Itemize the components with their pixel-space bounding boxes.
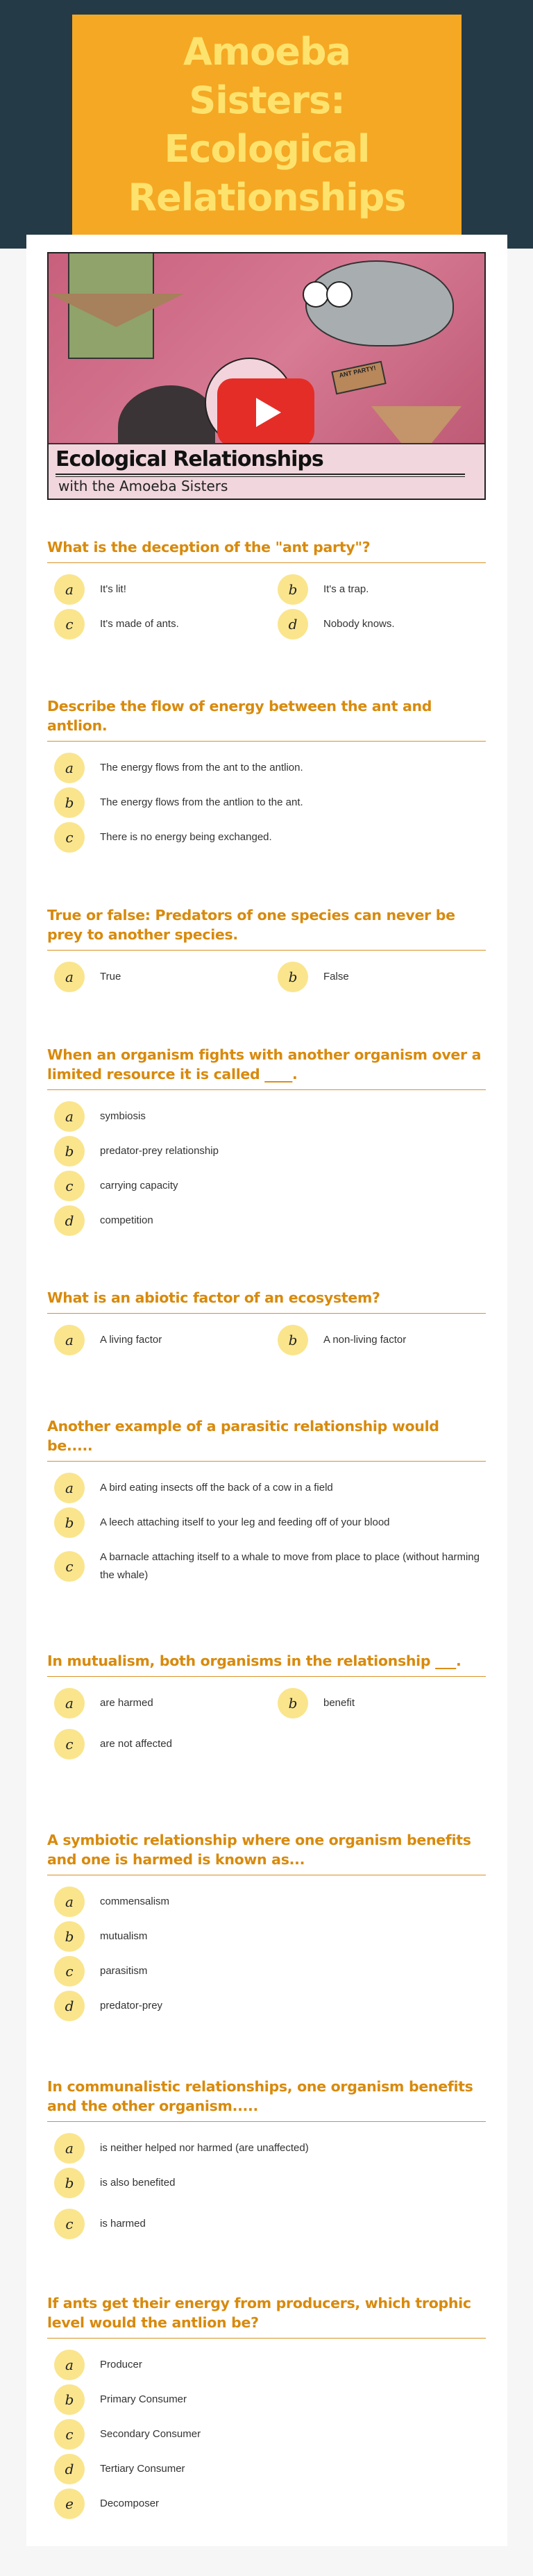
option-text: Producer bbox=[100, 2359, 142, 2370]
option-letter-badge: a bbox=[54, 2350, 85, 2380]
question-block bbox=[47, 1651, 486, 1759]
answer-option-c[interactable] bbox=[47, 1729, 271, 1759]
option-letter-badge: d bbox=[54, 1205, 85, 1236]
option-text: A barnacle attaching itself to a whale to move from place to place (without harming the whale) bbox=[100, 1551, 480, 1581]
option-letter-badge: b bbox=[278, 1688, 308, 1718]
answer-option-b[interactable] bbox=[47, 2384, 486, 2415]
option-letter-badge: b bbox=[278, 574, 308, 605]
question-block bbox=[47, 1830, 486, 2021]
question-title: If ants get their energy from producers, which trophic level would the antlion be? bbox=[47, 2295, 471, 2331]
answer-option-c[interactable] bbox=[47, 609, 271, 639]
question-title: What is the deception of the "ant party"? bbox=[47, 539, 371, 555]
youtube-play-icon[interactable] bbox=[217, 378, 314, 446]
answer-option-b[interactable] bbox=[47, 787, 486, 818]
option-text: It's a trap. bbox=[323, 583, 369, 595]
option-text: A leech attaching itself to your leg and feeding off of your blood bbox=[100, 1516, 390, 1528]
video-thumbnail[interactable] bbox=[47, 252, 486, 500]
answer-options bbox=[47, 2122, 486, 2239]
answer-option-c[interactable] bbox=[47, 1171, 486, 1201]
question-title: What is an abiotic factor of an ecosystem? bbox=[47, 1289, 380, 1306]
answer-options bbox=[47, 742, 486, 853]
answer-option-b[interactable] bbox=[271, 1688, 486, 1718]
answer-option-c[interactable] bbox=[47, 2419, 486, 2450]
question-title: True or false: Predators of one species can never be prey to another species. bbox=[47, 907, 455, 943]
option-letter-badge: d bbox=[278, 609, 308, 639]
option-text: A bird eating insects off the back of a cow in a field bbox=[100, 1482, 333, 1494]
ant-party-sign: ANT PARTY! bbox=[331, 361, 386, 395]
title-banner bbox=[72, 15, 462, 235]
question-block bbox=[47, 2077, 486, 2239]
option-letter-badge: e bbox=[54, 2489, 85, 2519]
answer-option-d[interactable] bbox=[47, 2454, 486, 2484]
question-block bbox=[47, 905, 486, 992]
eye-icon bbox=[303, 281, 329, 308]
answer-option-d[interactable] bbox=[271, 609, 486, 639]
thumbnail-caption bbox=[49, 443, 484, 499]
option-text: Decomposer bbox=[100, 2498, 160, 2509]
question-block bbox=[47, 1045, 486, 1236]
option-letter-badge: d bbox=[54, 1991, 85, 2021]
option-letter-badge: b bbox=[54, 1921, 85, 1952]
answer-options bbox=[47, 1462, 486, 1584]
option-letter-badge: c bbox=[54, 1956, 85, 1987]
question-block bbox=[47, 2293, 486, 2519]
option-letter-badge: b bbox=[54, 1136, 85, 1166]
option-text: Tertiary Consumer bbox=[100, 2463, 185, 2475]
answer-option-c[interactable] bbox=[47, 2209, 486, 2239]
answer-option-a[interactable] bbox=[47, 1688, 271, 1718]
option-text: is harmed bbox=[100, 2218, 146, 2230]
question-title: In mutualism, both organisms in the relationship ___. bbox=[47, 1653, 462, 1669]
answer-options bbox=[47, 1314, 486, 1355]
answer-option-a[interactable] bbox=[47, 962, 271, 992]
answer-option-a[interactable] bbox=[47, 1473, 486, 1503]
option-text: benefit bbox=[323, 1697, 355, 1709]
option-letter-badge: c bbox=[54, 2209, 85, 2239]
option-letter-badge: a bbox=[54, 1325, 85, 1355]
option-text: Secondary Consumer bbox=[100, 2428, 201, 2440]
answer-option-a[interactable] bbox=[47, 753, 486, 783]
option-text: are not affected bbox=[100, 1738, 172, 1750]
option-text: commensalism bbox=[100, 1896, 170, 1907]
option-text: competition bbox=[100, 1214, 153, 1226]
option-letter-badge: b bbox=[278, 1325, 308, 1355]
question-title: Another example of a parasitic relationship would be..... bbox=[47, 1418, 439, 1454]
option-letter-badge: b bbox=[54, 1507, 85, 1538]
answer-option-a[interactable] bbox=[47, 2350, 486, 2380]
option-text: is neither helped nor harmed (are unaffected) bbox=[100, 2142, 309, 2154]
answer-option-e[interactable] bbox=[47, 2489, 486, 2519]
option-letter-badge: c bbox=[54, 822, 85, 853]
answer-option-a[interactable] bbox=[47, 1325, 271, 1355]
answer-option-a[interactable] bbox=[47, 2133, 486, 2164]
answer-option-c[interactable] bbox=[47, 1956, 486, 1987]
option-text: symbiosis bbox=[100, 1110, 146, 1122]
question-title: When an organism fights with another organism over a limited resource it is called ____. bbox=[47, 1046, 482, 1082]
answer-options bbox=[47, 2339, 486, 2519]
whale-illustration bbox=[305, 260, 454, 346]
option-letter-badge: a bbox=[54, 1473, 85, 1503]
question-block bbox=[47, 537, 486, 639]
option-text: predator-prey relationship bbox=[100, 1145, 219, 1157]
page-title: Amoeba Sisters: Ecological Relationships bbox=[128, 29, 406, 219]
option-text: predator-prey bbox=[100, 2000, 163, 2012]
answer-option-a[interactable] bbox=[47, 1887, 486, 1917]
answer-options bbox=[47, 951, 486, 992]
option-letter-badge: a bbox=[54, 2133, 85, 2164]
question-block bbox=[47, 696, 486, 853]
answer-option-a[interactable] bbox=[47, 1101, 486, 1132]
option-text: is also benefited bbox=[100, 2177, 176, 2189]
answer-option-b[interactable] bbox=[47, 1921, 486, 1952]
answer-option-d[interactable] bbox=[47, 1205, 486, 1236]
option-letter-badge: c bbox=[54, 1729, 85, 1759]
option-text: True bbox=[100, 971, 121, 982]
answer-option-b[interactable] bbox=[47, 1136, 486, 1166]
option-letter-badge: c bbox=[54, 609, 85, 639]
option-text: It's made of ants. bbox=[100, 618, 179, 630]
option-letter-badge: b bbox=[278, 962, 308, 992]
option-text: carrying capacity bbox=[100, 1180, 178, 1191]
eye-icon bbox=[326, 281, 353, 308]
option-text: mutualism bbox=[100, 1930, 148, 1942]
option-text: are harmed bbox=[100, 1697, 153, 1709]
option-text: False bbox=[323, 971, 349, 982]
option-letter-badge: a bbox=[54, 574, 85, 605]
question-block bbox=[47, 1416, 486, 1584]
option-letter-badge: a bbox=[54, 1887, 85, 1917]
question-title: In communalistic relationships, one organism benefits and the other organism..... bbox=[47, 2078, 473, 2114]
option-letter-badge: b bbox=[54, 2168, 85, 2198]
answer-options bbox=[47, 563, 486, 639]
thumbnail-subtitle: with the Amoeba Sisters bbox=[58, 478, 228, 494]
option-letter-badge: d bbox=[54, 2454, 85, 2484]
answer-options bbox=[47, 1090, 486, 1236]
option-letter-badge: a bbox=[54, 1688, 85, 1718]
option-text: Nobody knows. bbox=[323, 618, 395, 630]
answer-option-b[interactable] bbox=[271, 962, 486, 992]
option-text: A non-living factor bbox=[323, 1334, 407, 1346]
option-letter-badge: c bbox=[54, 1551, 85, 1582]
answer-option-b[interactable] bbox=[47, 1507, 486, 1538]
answer-option-b[interactable] bbox=[47, 2168, 486, 2198]
answer-options bbox=[47, 1875, 486, 2021]
option-text: parasitism bbox=[100, 1965, 148, 1977]
option-letter-badge: c bbox=[54, 1171, 85, 1201]
option-text: The energy flows from the ant to the antlion. bbox=[100, 762, 303, 773]
answer-option-c[interactable] bbox=[47, 1548, 486, 1584]
option-text: The energy flows from the antlion to the ant. bbox=[100, 796, 303, 808]
question-title: A symbiotic relationship where one organism benefits and one is harmed is known as... bbox=[47, 1832, 471, 1868]
option-text: There is no energy being exchanged. bbox=[100, 831, 272, 843]
thumbnail-title: Ecological Relationships bbox=[56, 447, 323, 471]
answer-option-a[interactable] bbox=[47, 574, 271, 605]
answer-option-d[interactable] bbox=[47, 1991, 486, 2021]
answer-options bbox=[47, 1677, 486, 1759]
answer-option-b[interactable] bbox=[271, 1325, 486, 1355]
caption-divider bbox=[56, 474, 465, 477]
option-text: It's lit! bbox=[100, 583, 126, 595]
option-text: Primary Consumer bbox=[100, 2393, 187, 2405]
option-letter-badge: b bbox=[54, 2384, 85, 2415]
question-block bbox=[47, 1288, 486, 1355]
option-letter-badge: a bbox=[54, 753, 85, 783]
option-letter-badge: a bbox=[54, 962, 85, 992]
question-title: Describe the flow of energy between the ant and antlion. bbox=[47, 698, 432, 734]
answer-option-b[interactable] bbox=[271, 574, 486, 605]
option-letter-badge: c bbox=[54, 2419, 85, 2450]
option-letter-badge: b bbox=[54, 787, 85, 818]
answer-option-c[interactable] bbox=[47, 822, 486, 853]
option-text: A living factor bbox=[100, 1334, 162, 1346]
option-letter-badge: a bbox=[54, 1101, 85, 1132]
